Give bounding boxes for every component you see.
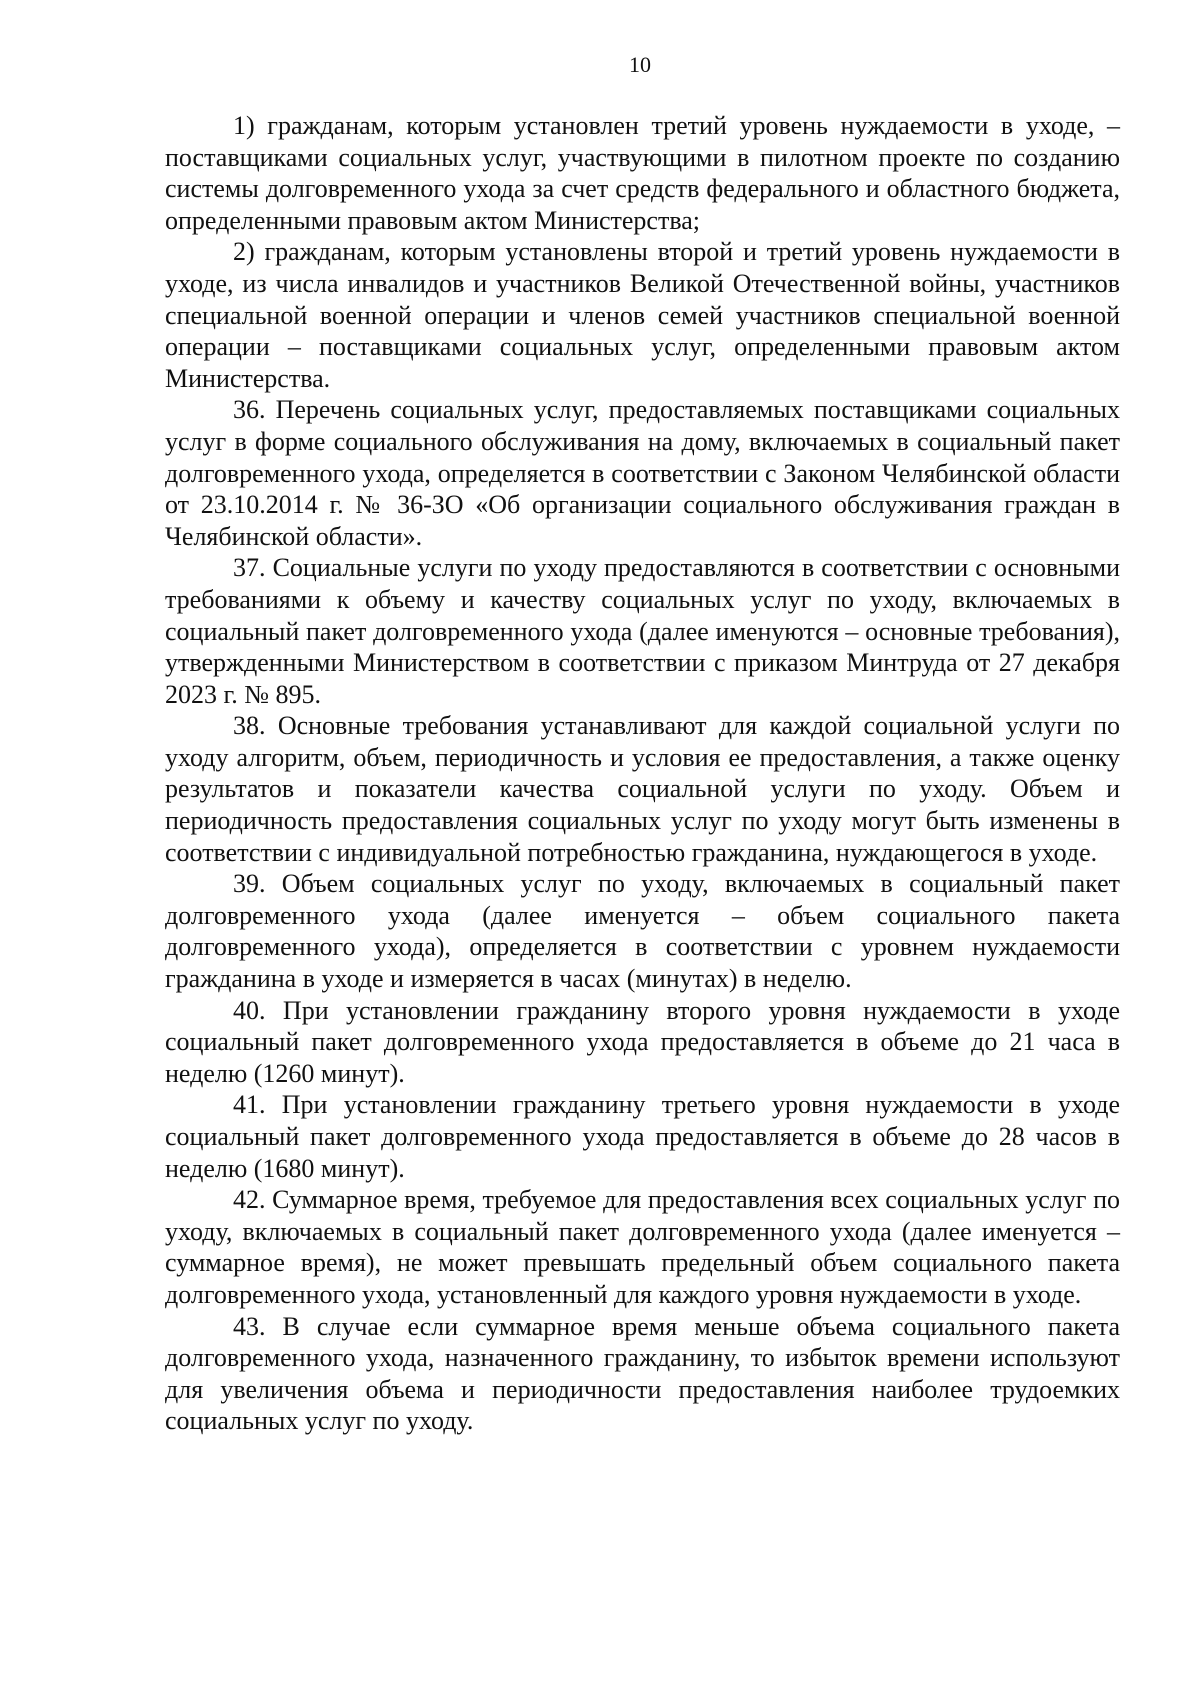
paragraph-39: 39. Объем социальных услуг по уходу, включаемых в социальный пакет долговременного ухода (далее именуется – объем социального пакета долговременного ухода), определяется в соответствии с уровнем нуждаемости гражданина в уходе и измеряется в часах (минутах) в неделю. (165, 869, 1120, 994)
paragraph-43: 43. В случае если суммарное время меньше объема социального пакета долговременного ухода, назначенного гражданину, то избыток времени используют для увеличения объема и периодичности предоставления наиболее трудоемких социальных услуг по уходу. (165, 1311, 1120, 1436)
paragraph-item-1: 1) гражданам, которым установлен третий уровень нуждаемости в уходе, – поставщиками социальных услуг, участвующими в пилотном проекте по созданию системы долговременного ухода за счет средств федерального и областного бюджета, определенными правовым актом Министерства; (165, 111, 1120, 235)
paragraph-36: 36. Перечень социальных услуг, предоставляемых поставщиками социальных услуг в форме социального обслуживания на дому, включаемых в социальный пакет долговременного ухода, определяется в соответствии с Законом Челябинской области от 23.10.2014 г. № 36-ЗО «Об организации социального обслуживания граждан в Челябинской области». (165, 395, 1120, 551)
paragraph-41: 41. При установлении гражданину третьего уровня нуждаемости в уходе социальный пакет долговременного ухода предоставляется в объеме до 28 часов в неделю (1680 минут). (165, 1090, 1120, 1183)
paragraph-42: 42. Суммарное время, требуемое для предоставления всех социальных услуг по уходу, включаемых в социальный пакет долговременного ухода (далее именуется – суммарное время), не может превышать предельный объем социального пакета долговременного ухода, установленный для каждого уровня нуждаемости в уходе. (165, 1185, 1120, 1309)
paragraph-item-2: 2) гражданам, которым установлены второй и третий уровень нуждаемости в уходе, из числа инвалидов и участников Великой Отечественной войны, участников специальной военной операции и членов семей участников специальной военной операции – поставщиками социальных услуг, определенными правовым актом Министерства. (165, 237, 1120, 393)
page-number: 10 (629, 52, 651, 77)
paragraph-40: 40. При установлении гражданину второго уровня нуждаемости в уходе социальный пакет долговременного ухода предоставляется в объеме до 21 часа в неделю (1260 минут). (165, 995, 1120, 1088)
document-body (165, 110, 1120, 1437)
paragraph-37: 37. Социальные услуги по уходу предоставляются в соответствии с основными требованиями к объему и качеству социальных услуг по уходу, включаемых в социальный пакет долговременного ухода (далее именуются – основные требования), утвержденными Министерством в соответствии с приказом Минтруда от 27 декабря 2023 г. № 895. (165, 553, 1120, 709)
paragraph-38: 38. Основные требования устанавливают для каждой социальной услуги по уходу алгоритм, объем, периодичность и условия ее предоставления, а также оценку результатов и показатели качества социальной услуги по уходу. Объем и периодичность предоставления социальных услуг по уходу могут быть изменены в соответствии с индивидуальной потребностью гражданина, нуждающегося в уходе. (165, 711, 1120, 867)
